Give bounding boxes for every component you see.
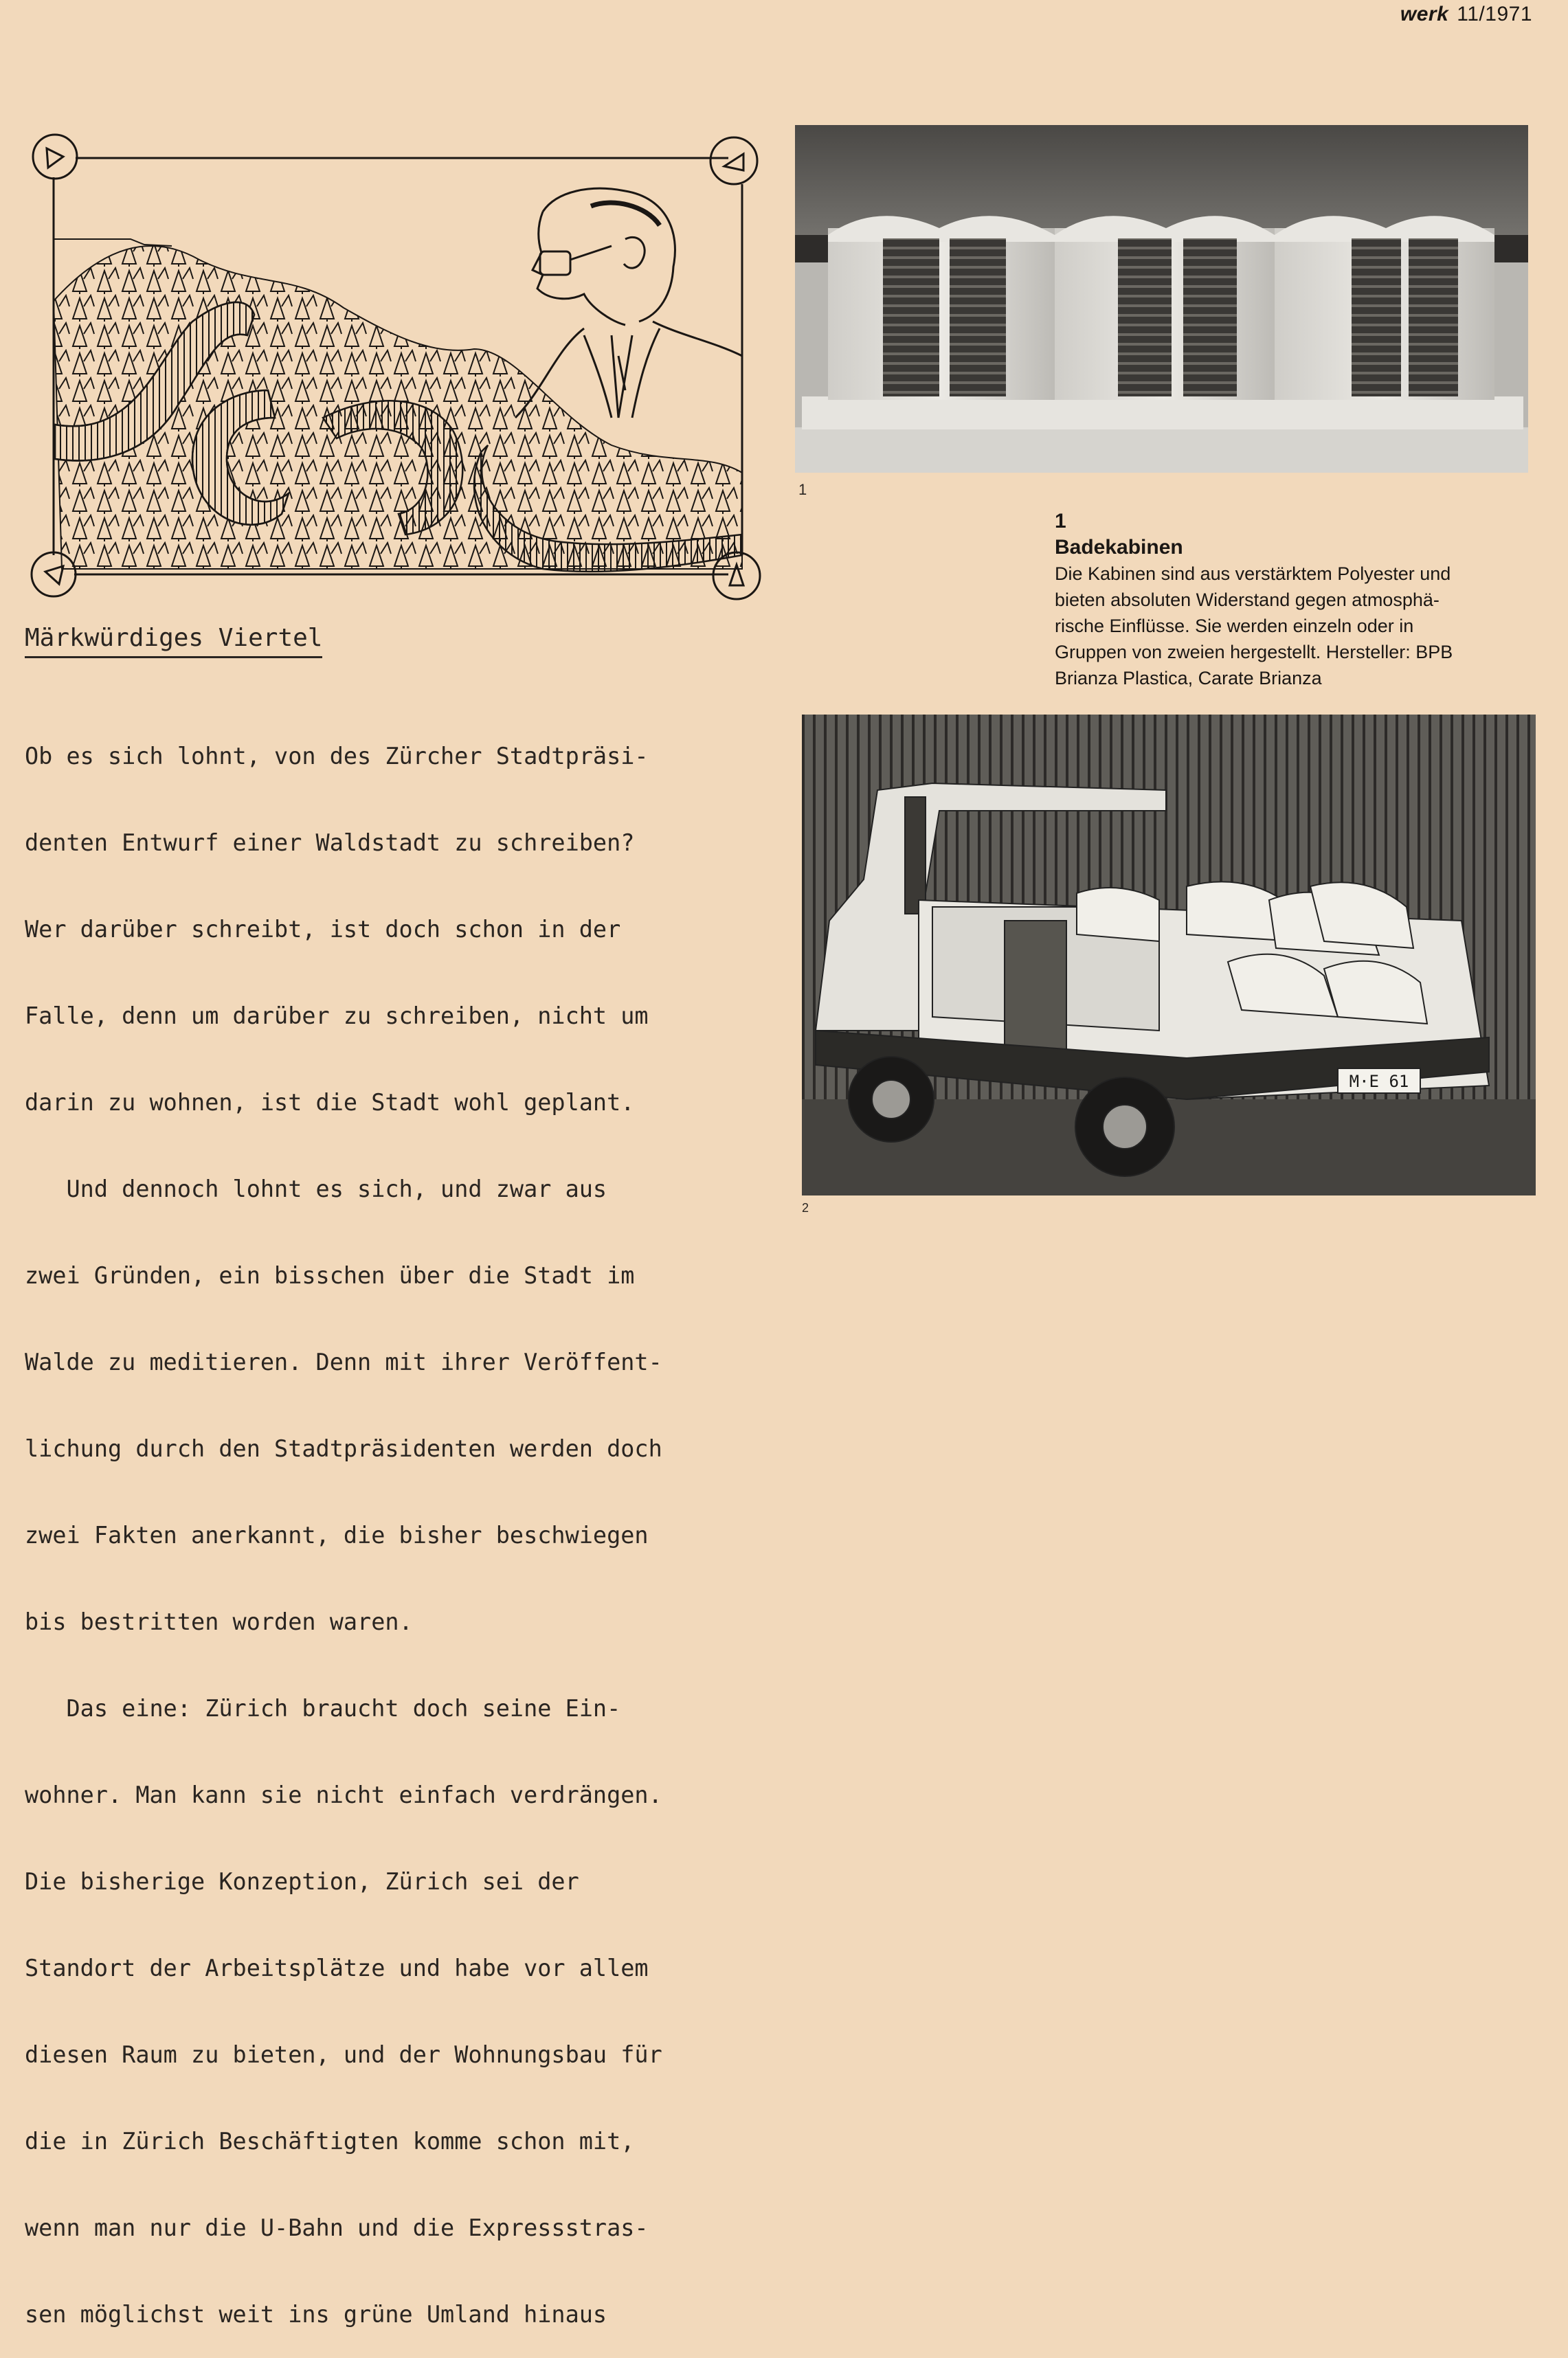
article-line: Die bisherige Konzeption, Zürich sei der xyxy=(25,1868,579,1895)
article-line: darin zu wohnen, ist die Stadt wohl geplant. xyxy=(25,1089,635,1116)
article-title: Märkwürdiges Viertel xyxy=(25,624,322,658)
license-plate: M·E 61 xyxy=(1349,1072,1409,1091)
article-line: Das eine: Zürich braucht doch seine Ein- xyxy=(25,1695,621,1722)
running-header xyxy=(1400,3,1532,26)
article-line: wohner. Man kann sie nicht einfach verdrängen. xyxy=(25,1782,662,1808)
magazine-name: werk xyxy=(1400,3,1449,25)
article-line: wenn man nur die U-Bahn und die Expressstras- xyxy=(25,2214,649,2241)
article-line: bis bestritten worden waren. xyxy=(25,1608,413,1635)
article-line: Und dennoch lohnt es sich, und zwar aus xyxy=(25,1176,607,1202)
article-line: Standort der Arbeitsplätze und habe vor allem xyxy=(25,1955,649,1981)
portrait-sketch xyxy=(515,188,742,418)
caption-line: Die Kabinen sind aus verstärktem Polyester und xyxy=(1055,563,1451,584)
article-line: Walde zu meditieren. Denn mit ihrer Veröffent- xyxy=(25,1349,662,1376)
caption-line: Brianza Plastica, Carate Brianza xyxy=(1055,668,1322,688)
caption-line: Gruppen von zweien hergestellt. Hersteller: BPB xyxy=(1055,642,1453,662)
article-line: Wer darüber schreibt, ist doch schon in der xyxy=(25,916,621,943)
article-line: diesen Raum zu bieten, und der Wohnungsbau für xyxy=(25,2041,662,2068)
article-body xyxy=(25,684,787,2358)
cabin-units xyxy=(828,216,1494,400)
photo-open-vehicle xyxy=(802,715,1536,1195)
article-line: sen möglichst weit ins grüne Umland hinaus xyxy=(25,2301,607,2328)
issue-number: 11/1971 xyxy=(1457,3,1532,25)
article-line: zwei Gründen, ein bisschen über die Stadt im xyxy=(25,1262,635,1289)
article-line: Ob es sich lohnt, von des Zürcher Stadtpräsi- xyxy=(25,743,649,770)
article-line: denten Entwurf einer Waldstadt zu schreiben? xyxy=(25,829,635,856)
cartoon-illustration xyxy=(21,129,770,602)
figure-number-1: 1 xyxy=(798,481,807,498)
article-line: zwei Fakten anerkannt, die bisher beschwiegen xyxy=(25,1522,649,1549)
article-line: Falle, denn um darüber zu schreiben, nicht um xyxy=(25,1002,649,1029)
photo-bathing-cabins xyxy=(795,125,1528,473)
article-line: die in Zürich Beschäftigten komme schon mit, xyxy=(25,2128,635,2155)
caption-figure-1 xyxy=(1055,508,1534,691)
caption-line: bieten absoluten Widerstand gegen atmosphä- xyxy=(1055,590,1440,610)
caption-number: 1 xyxy=(1055,510,1066,532)
figure-number-2: 2 xyxy=(802,1201,809,1215)
caption-line: rische Einflüsse. Sie werden einzeln oder in xyxy=(1055,616,1414,636)
caption-title: Badekabinen xyxy=(1055,536,1183,559)
article-line: lichung durch den Stadtpräsidenten werden doch xyxy=(25,1435,662,1462)
